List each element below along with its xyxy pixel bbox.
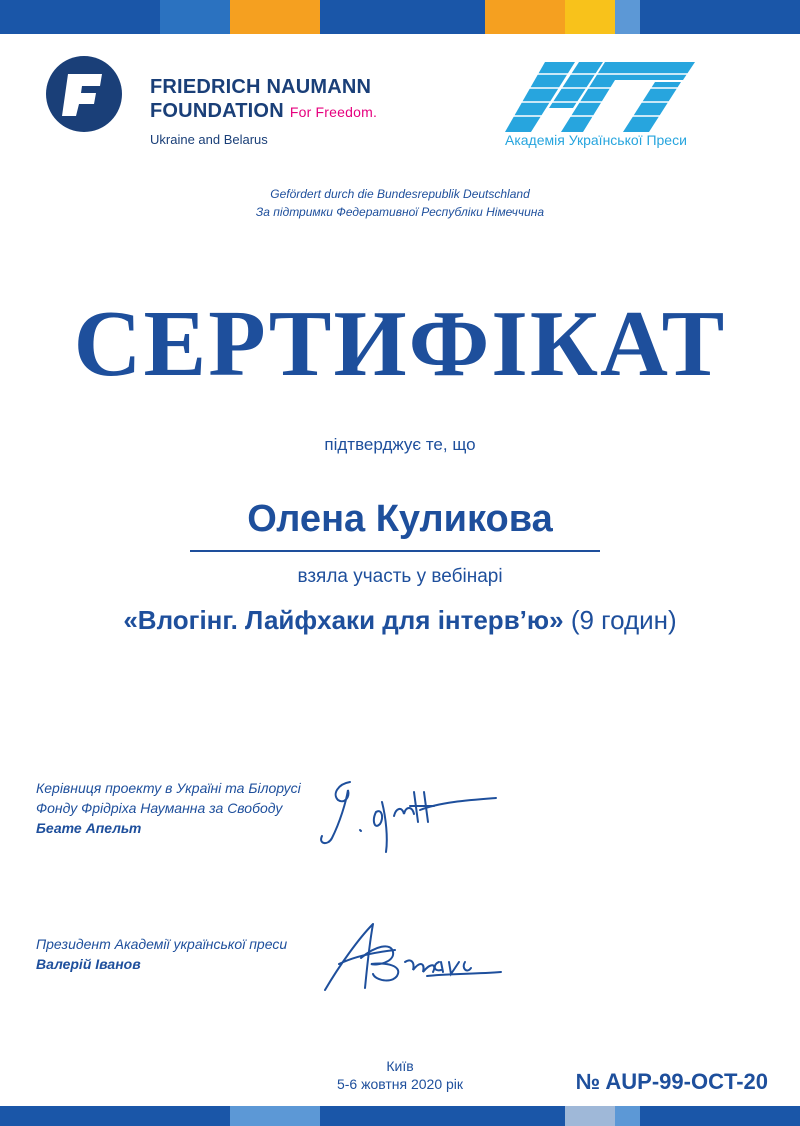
fnf-name-line1: FRIEDRICH NAUMANN [150,76,372,98]
fnf-tagline: For Freedom. [289,104,378,120]
course-hours: (9 годин) [570,605,677,635]
participated-text: взяла участь у вебінарі [297,566,503,587]
confirms-text: підтверджує те, що [324,435,476,454]
funding-note-de: Gefördert durch die Bundesrepublik Deutschland [270,187,530,201]
signatory-1-name: Беате Апельт [36,820,142,836]
issue-date: 5-6 жовтня 2020 рік [336,1076,464,1092]
aup-logo-icon [505,60,695,132]
certificate-title: СЕРТИФІКАТ [73,292,727,396]
course-title: «Влогінг. Лайфхаки для інтерв’ю» [123,605,564,635]
course-line [0,605,800,636]
funding-note-ua: За підтримки Федеративної Республіки Німеччина [255,205,545,219]
fnf-f-icon [46,56,122,132]
signatory-2-role-line1: Президент Академії української преси [36,936,288,952]
issue-city: Київ [386,1058,414,1074]
bottom-color-stripe [0,1106,800,1126]
fnf-region: Ukraine and Belarus [150,132,268,147]
signature-2 [315,918,515,1002]
signatory-1-role-line2: Фонду Фрідріха Науманна за Свободу [36,800,283,816]
signatory-1 [36,778,301,838]
recipient-name: Олена Куликова [247,498,553,540]
top-color-stripe [0,0,800,34]
recipient-underline [190,550,600,552]
signature-1 [310,772,510,860]
fnf-name-line2 [150,100,377,123]
fnf-name-line2-text: FOUNDATION [150,100,284,122]
signatory-1-role-line1: Керівниця проекту в Україні та Білорусі [36,780,301,796]
aup-caption: Академія Української Преси [505,132,687,148]
certificate-number: № AUP-99-OCT-20 [575,1069,768,1094]
signatory-2-name: Валерій Іванов [36,956,141,972]
signatory-2 [36,934,287,974]
